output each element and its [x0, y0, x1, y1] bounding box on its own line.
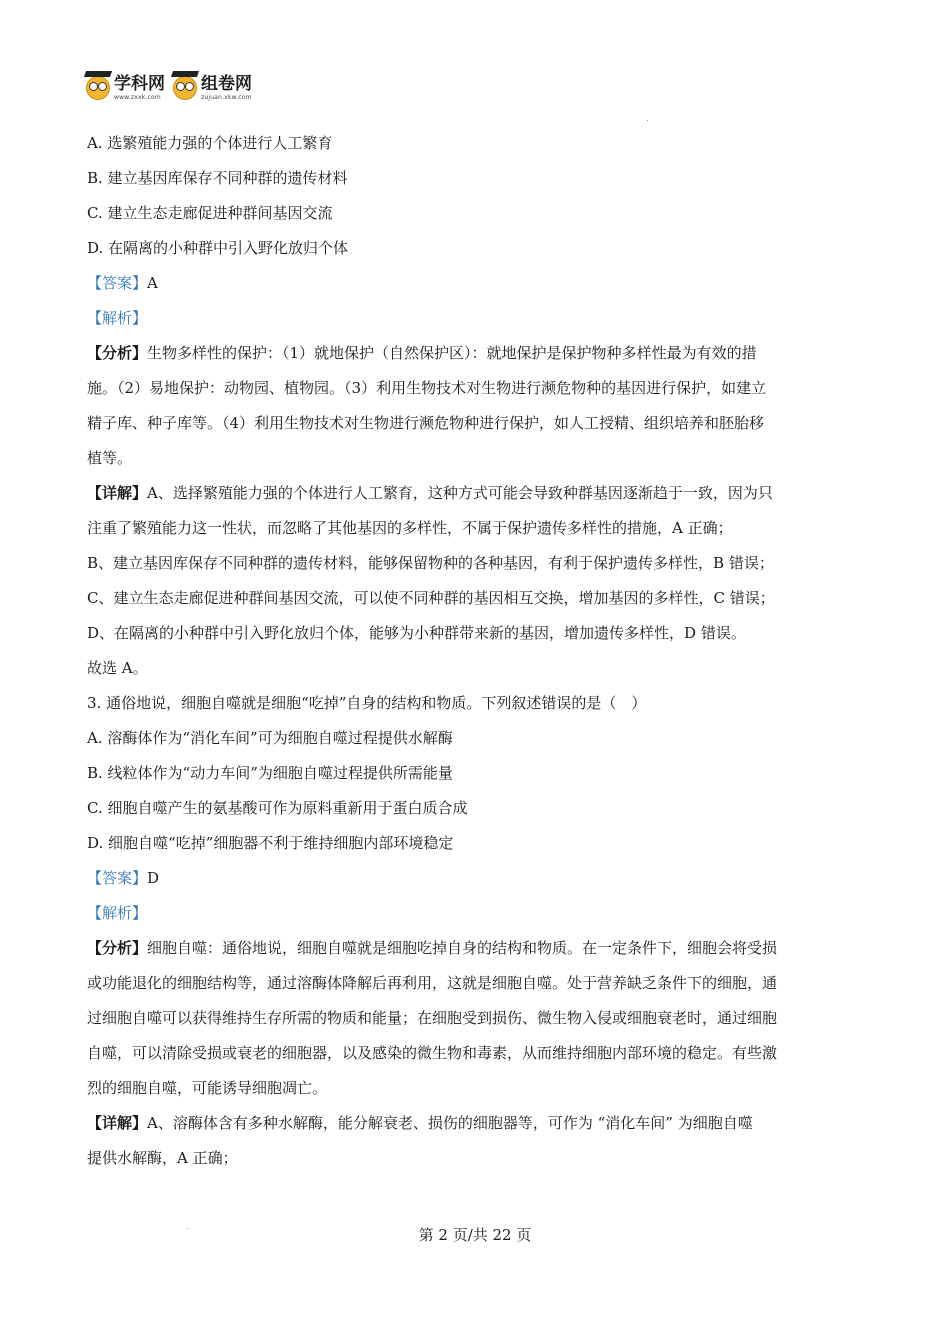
q2-option-a: A. 选繁殖能力强的个体进行人工繁育 — [87, 134, 333, 152]
q2-detail-line — [87, 476, 862, 511]
page-footer: 第 2 页/共 22 页 — [418, 1226, 532, 1244]
q2-option-d: D. 在隔离的小种群中引入野化放归个体 — [87, 239, 349, 257]
detail-text: A、溶酶体含有多种水解酶，能分解衰老、损伤的细胞器等，可作为 “消化车间” 为细胞自噬 — [147, 1114, 753, 1132]
q3-option-b: B. 线粒体作为“动力车间”为细胞自噬过程提供所需能量 — [87, 764, 453, 782]
detail-tag: 【详解】 — [87, 484, 148, 502]
q2-analysis-line — [87, 336, 862, 371]
q2-detail-line: D、在隔离的小种群中引入野化放归个体，能够为小种群带来新的基因，增加遗传多样性，D 错误。 — [87, 624, 746, 642]
brand-zujuan — [201, 73, 252, 101]
q2-analysis-line: 植等。 — [87, 449, 133, 467]
q2-detail-line: B、建立基因库保存不同种群的遗传材料，能够保留物种的各种基因，有利于保护遗传多样性，B 错误； — [87, 554, 774, 572]
owl-icon — [173, 76, 197, 100]
analysis-tag: 【分析】 — [87, 939, 148, 957]
q3-analysis-line: 或功能退化的细胞结构等，通过溶酶体降解后再利用，这就是细胞自噬。处于营养缺乏条件下的细胞，通 — [87, 974, 778, 992]
q3-option-a: A. 溶酶体作为“消化车间”可为细胞自噬过程提供水解酶 — [87, 729, 453, 747]
q3-analysis-line: 烈的细胞自噬，可能诱导细胞凋亡。 — [87, 1079, 328, 1097]
q2-analysis-line: 精子库、种子库等。（4）利用生物技术对生物进行濒危物种进行保护，如人工授精、组织培养和胚胎移 — [87, 414, 765, 432]
q3-analysis-line: 过细胞自噬可以获得维持生存所需的物质和能量；在细胞受到损伤、微生物入侵或细胞衰老时，通过细胞 — [87, 1009, 778, 1027]
q2-conclusion: 故选 A。 — [87, 659, 148, 677]
q2-answer — [87, 266, 862, 301]
analysis-text: 生物多样性的保护：（1）就地保护（自然保护区）：就地保护是保护物种多样性最为有效的措 — [147, 344, 757, 362]
jiexi-tag: 【解析】 — [87, 309, 148, 327]
brand-url: www.zxxk.com — [114, 93, 161, 101]
answer-value: A — [147, 274, 158, 292]
q3-option-c: C. 细胞自噬产生的氨基酸可作为原料重新用于蛋白质合成 — [87, 799, 468, 817]
q3-analysis-line — [87, 931, 862, 966]
q3-detail-line — [87, 1106, 862, 1141]
detail-text: A、选择繁殖能力强的个体进行人工繁育，这种方式可能会导致种群基因逐渐趋于一致，因为只 — [147, 484, 773, 502]
q3-detail-line: 提供水解酶，A 正确； — [87, 1149, 238, 1167]
q2-analysis-line: 施。（2）易地保护：动物园、植物园。（3）利用生物技术对生物进行濒危物种的基因进行保护，如建立 — [87, 379, 767, 397]
answer-tag: 【答案】 — [87, 869, 148, 887]
analysis-text: 细胞自噬：通俗地说，细胞自噬就是细胞吃掉自身的结构和物质。在一定条件下，细胞会将受损 — [147, 939, 778, 957]
q2-option-b: B. 建立基因库保存不同种群的遗传材料 — [87, 169, 348, 187]
q3-stem: 3. 通俗地说，细胞自噬就是细胞“吃掉”自身的结构和物质。下列叙述错误的是（ ） — [87, 694, 647, 712]
jiexi-tag: 【解析】 — [87, 904, 148, 922]
q3-analysis-line: 自噬，可以清除受损或衰老的细胞器，以及感染的微生物和毒素，从而维持细胞内部环境的稳定。有些激 — [87, 1044, 778, 1062]
q3-answer — [87, 861, 862, 896]
answer-value: D — [147, 869, 160, 887]
brand-name: 学科网 — [114, 73, 165, 94]
q2-option-c: C. 建立生态走廊促进种群间基因交流 — [87, 204, 333, 222]
header-logo — [86, 72, 256, 104]
q2-jiexi — [87, 301, 862, 336]
q3-jiexi — [87, 896, 862, 931]
brand-url: zujuan.xkw.com — [201, 93, 252, 101]
q3-option-d: D. 细胞自噬“吃掉”细胞器不利于维持细胞内部环境稳定 — [87, 834, 454, 852]
speck — [647, 120, 648, 121]
owl-icon — [86, 76, 110, 100]
brand-zxxk — [114, 73, 165, 101]
detail-tag: 【详解】 — [87, 1114, 148, 1132]
document-body — [87, 126, 862, 1176]
q2-detail-line: C、建立生态走廊促进种群间基因交流，可以使不同种群的基因相互交换，增加基因的多样性，C 错误； — [87, 589, 775, 607]
q2-detail-line: 注重了繁殖能力这一性状，而忽略了其他基因的多样性，不属于保护遗传多样性的措施，A 正确； — [87, 519, 733, 537]
brand-name: 组卷网 — [201, 73, 252, 94]
answer-tag: 【答案】 — [87, 274, 148, 292]
analysis-tag: 【分析】 — [87, 344, 148, 362]
